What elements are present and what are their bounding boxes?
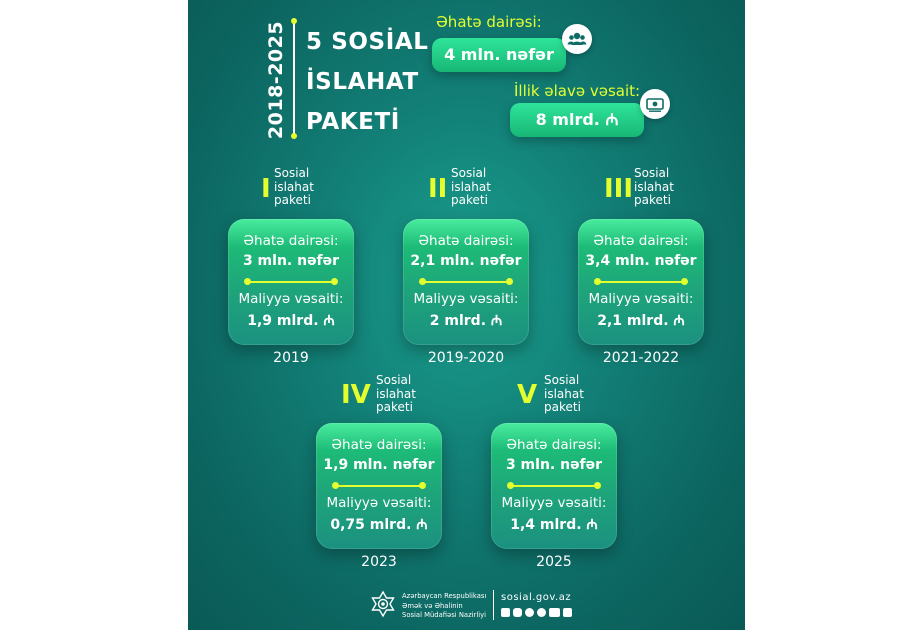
coverage-chip: 4 mln. nəfər — [432, 38, 566, 72]
package-3-card — [578, 219, 704, 345]
funding-label: Maliyyə vəsaiti: — [326, 495, 432, 511]
title-line-2: İSLAHAT — [306, 69, 419, 95]
package-4-year: 2023 — [361, 554, 397, 570]
package-4-card — [316, 423, 442, 549]
coverage-label: Əhatə dairəsi: — [436, 13, 542, 31]
package-2-card — [403, 219, 529, 345]
package-4-caption: Sosial islahat paketi — [376, 373, 416, 414]
people-icon — [562, 24, 592, 54]
website-link[interactable]: sosial.gov.az — [501, 592, 572, 603]
telegram-icon[interactable] — [525, 608, 534, 617]
card-divider — [421, 281, 511, 283]
social-icons — [501, 608, 572, 617]
title-line-3: PAKETİ — [306, 109, 400, 135]
coverage-label: Əhatə dairəsi: — [506, 437, 602, 453]
card-divider — [509, 485, 599, 487]
title-line-1: 5 SOSİAL — [306, 29, 429, 55]
header-divider — [293, 22, 295, 136]
ministry-name: Azərbaycan Respublikası Əmək və Əhalinin Sosial Müdafiəsi Nazirliyi — [402, 592, 487, 619]
funding-value: 1,4 mlrd. ₼ — [510, 517, 598, 533]
card-divider — [334, 485, 424, 487]
card-divider — [246, 281, 336, 283]
coverage-label: Əhatə dairəsi: — [331, 437, 427, 453]
coverage-value: 3,4 mln. nəfər — [585, 253, 697, 269]
package-1-numeral: I — [261, 174, 271, 204]
card-divider — [596, 281, 686, 283]
funding-label: Maliyyə vəsaiti: — [238, 291, 344, 307]
instagram-icon[interactable] — [513, 608, 522, 617]
coverage-value: 3 mln. nəfər — [242, 253, 340, 269]
coverage-value: 3 mln. nəfər — [505, 457, 603, 473]
facebook-icon[interactable] — [501, 608, 510, 617]
funding-label: Maliyyə vəsaiti: — [588, 291, 694, 307]
divider-dot-bottom — [291, 133, 297, 139]
tiktok-icon[interactable] — [537, 608, 546, 617]
coverage-label: Əhatə dairəsi: — [418, 233, 514, 249]
funding-chip: 8 mlrd. ₼ — [510, 103, 644, 137]
divider-dot-top — [291, 18, 297, 24]
linkedin-icon[interactable] — [563, 608, 572, 617]
funding-value: 2,1 mlrd. ₼ — [597, 313, 685, 329]
coverage-label: Əhatə dairəsi: — [243, 233, 339, 249]
money-icon — [640, 89, 670, 119]
package-1-caption: Sosial islahat paketi — [274, 166, 314, 207]
page-title — [306, 22, 429, 142]
funding-value: 2 mlrd. ₼ — [429, 313, 503, 329]
funding-label: Maliyyə vəsaiti: — [413, 291, 519, 307]
package-5-year: 2025 — [536, 554, 572, 570]
package-1-card — [228, 219, 354, 345]
package-5-caption: Sosial islahat paketi — [544, 373, 584, 414]
infographic-poster — [188, 0, 745, 630]
funding-label: Maliyyə vəsaiti: — [501, 495, 607, 511]
coverage-value: 1,9 mln. nəfər — [323, 457, 435, 473]
package-1-year: 2019 — [273, 350, 309, 366]
package-2-caption: Sosial islahat paketi — [451, 166, 491, 207]
package-3-caption: Sosial islahat paketi — [634, 166, 674, 207]
package-5-card — [491, 423, 617, 549]
package-5-numeral: V — [517, 380, 538, 410]
footer-divider — [493, 590, 494, 620]
package-2-year: 2019-2020 — [427, 350, 505, 366]
package-2-numeral: II — [428, 174, 448, 204]
package-4-numeral: IV — [341, 380, 371, 410]
ministry-logo-icon — [368, 590, 398, 620]
coverage-label: Əhatə dairəsi: — [593, 233, 689, 249]
package-3-numeral: III — [604, 174, 634, 204]
years-range: 2018-2025 — [265, 20, 287, 140]
funding-label: İllik əlavə vəsait: — [514, 82, 641, 100]
coverage-value: 2,1 mln. nəfər — [410, 253, 522, 269]
youtube-icon[interactable] — [549, 608, 560, 617]
funding-value: 0,75 mlrd. ₼ — [330, 517, 428, 533]
package-3-year: 2021-2022 — [602, 350, 680, 366]
funding-value: 1,9 mlrd. ₼ — [247, 313, 335, 329]
